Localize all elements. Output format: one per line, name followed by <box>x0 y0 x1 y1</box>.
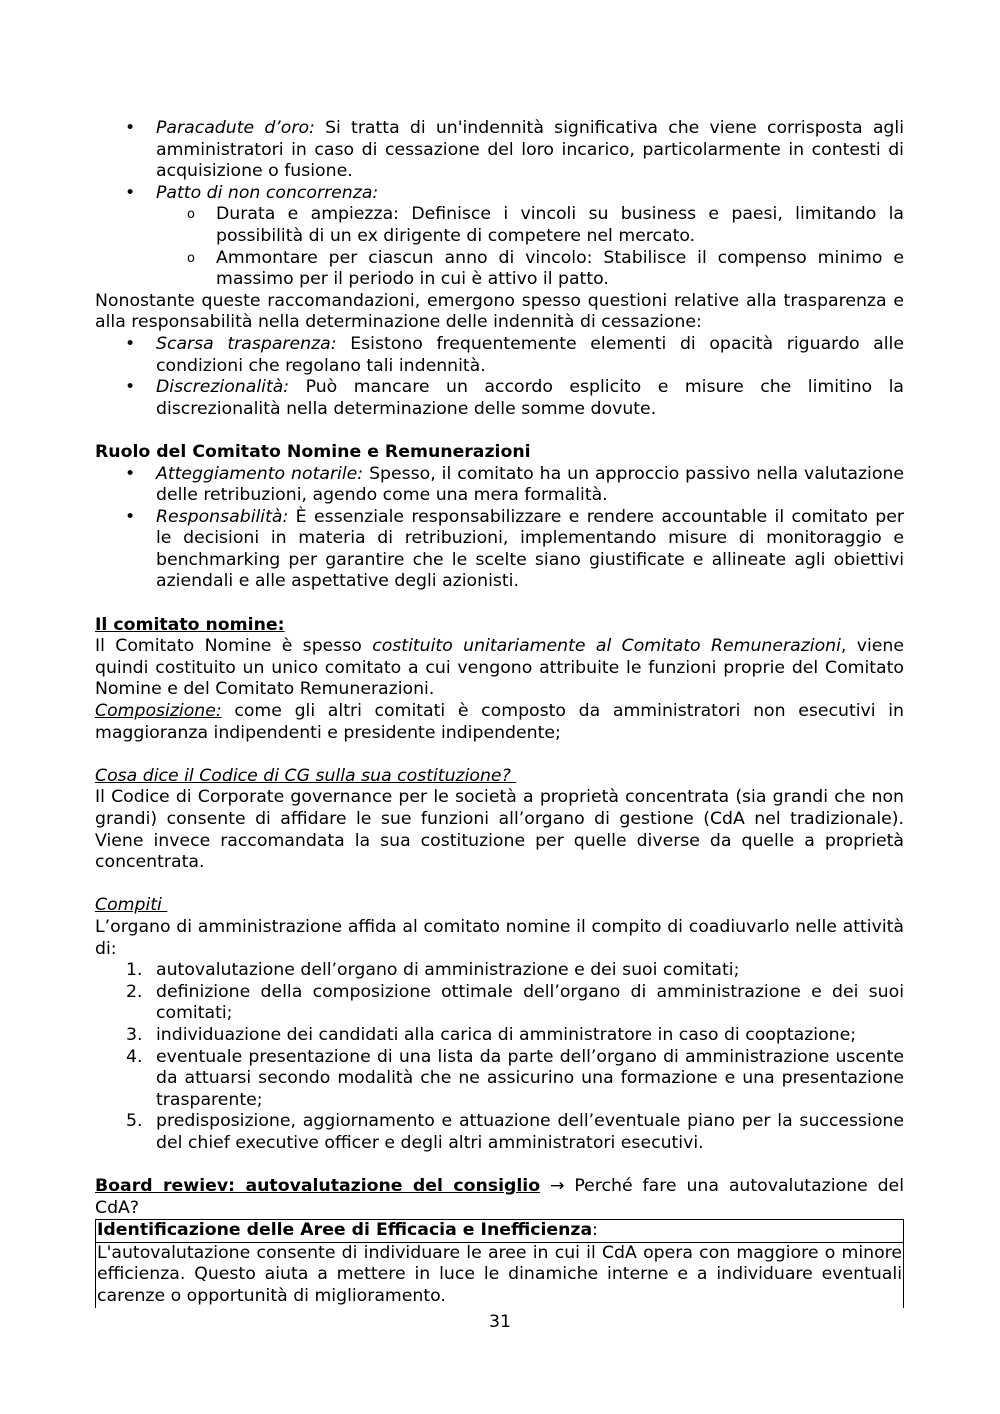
intro-text: , viene quindi costituito un unico comitato a cui vengono attribuite le funzioni proprie del Comitato Nomine e del Comitato Remunerazioni. <box>95 636 905 700</box>
task-text: autovalutazione dell’organo di amministrazione e dei suoi comitati; <box>156 960 740 981</box>
intro-text: Il Comitato Nomine è spesso <box>95 636 373 657</box>
sub-bullet-list <box>95 204 904 290</box>
list-item <box>95 960 904 982</box>
list-item <box>95 248 904 291</box>
list-item <box>95 1025 904 1047</box>
table-header-row <box>96 1220 903 1243</box>
sub-bullet-text: Ammontare per ciascun anno di vincolo: Stabilisce il compenso minimo e massimo per il periodo in cui è attivo il patto. <box>216 247 904 290</box>
list-item <box>95 464 904 507</box>
tasks-list <box>95 960 904 1154</box>
bullet-term: Responsabilità: <box>156 506 289 527</box>
table-header-colon: : <box>592 1220 598 1241</box>
bullet-marker: • <box>125 377 136 398</box>
list-number: 4. <box>126 1046 143 1067</box>
transparency-bullet-list <box>95 334 904 420</box>
tasks-intro: L’organo di amministrazione affida al comitato nomine il compito di coadiuvarlo nelle attività di: <box>95 916 904 959</box>
sub-bullet-marker: o <box>187 250 195 266</box>
tasks-label-text: Compiti <box>95 895 168 916</box>
task-text: individuazione dei candidati alla carica di amministratore in caso di cooptazione; <box>156 1024 857 1045</box>
list-item <box>95 183 904 205</box>
code-paragraph: Il Codice di Corporate governance per le società a proprietà concentrata (sia grandi che non grandi) consente di affidare le sue funzioni all’organo di gestione (CdA nel tradizionale). Viene invece raccomandata la sua costituzione per quelle diverse da quelle a proprietà concentrata. <box>95 787 904 873</box>
nominations-heading: Il comitato nomine: <box>95 614 285 635</box>
code-question <box>95 766 904 788</box>
page-number: 31 <box>489 1312 511 1332</box>
intro-emphasis: costituito unitariamente al Comitato Remunerazioni <box>372 636 841 657</box>
transparency-intro: Nonostante queste raccomandazioni, emergono spesso questioni relative alla trasparenza e alla responsabilità nella determinazione delle indennità di cessazione: <box>95 290 904 333</box>
nominations-intro <box>95 636 904 701</box>
board-review-heading: Board rewiev: autovalutazione del consiglio <box>95 1176 541 1197</box>
list-item <box>95 982 904 1025</box>
bullet-marker: • <box>125 463 136 484</box>
list-item <box>95 1111 904 1154</box>
list-item <box>95 204 904 247</box>
list-item <box>95 334 904 377</box>
list-item <box>95 507 904 593</box>
table-header: Identificazione delle Aree di Efficacia e Inefficienza <box>97 1220 593 1241</box>
task-text: predisposizione, aggiornamento e attuazione dell’eventuale piano per la successione del chief executive officer e degli altri amministratori esecutivi. <box>156 1111 904 1153</box>
bullet-term: Discrezionalità: <box>156 377 290 398</box>
list-number: 2. <box>126 981 143 1002</box>
bullet-text: Può mancare un accordo esplicito e misure che limitino la discrezionalità nella determinazione delle somme dovute. <box>156 377 904 419</box>
list-number: 1. <box>126 960 143 981</box>
tasks-label <box>95 895 904 917</box>
list-item <box>95 1047 904 1112</box>
bullet-marker: • <box>125 333 136 354</box>
bullet-marker: • <box>125 506 136 527</box>
list-item <box>95 118 904 183</box>
bullet-term: Patto di non concorrenza: <box>156 182 379 203</box>
board-review-paragraph <box>95 1176 904 1219</box>
committee-role-list <box>95 464 904 594</box>
task-text: eventuale presentazione di una lista da parte dell’organo di amministrazione uscente da attuarsi secondo modalità che ne assicurino una formazione e una presentazione trasparente; <box>156 1046 904 1110</box>
code-question-text: Cosa dice il Codice di CG sulla sua costituzione? <box>95 765 517 786</box>
sub-bullet-text: Durata e ampiezza: Definisce i vincoli su business e paesi, limitando la possibilità di un ex dirigente di competere nel mercato. <box>216 204 904 246</box>
bullet-term: Scarsa trasparenza: <box>156 333 337 354</box>
document-page <box>95 118 904 1308</box>
table-body-row: L'autovalutazione consente di individuare le aree in cui il CdA opera con maggiore o minore efficienza. Questo aiuta a mettere in luce le dinamiche interne e a individuare eventuali carenze o opportunità di miglioramento. <box>97 1242 902 1307</box>
bullet-text: Esistono frequentemente elementi di opacità riguardo alle condizioni che regolano tali indennità. <box>156 333 904 376</box>
composition-label: Composizione: <box>95 701 222 722</box>
bullet-text: È essenziale responsabilizzare e rendere accountable il comitato per le decisioni in materia di retribuzioni, implementando misure di monitoraggio e benchmarking per garantire che le scelte siano giustificate e allineate agli obiettivi aziendali e alle aspettative degli azionisti. <box>156 506 904 592</box>
bullet-marker: • <box>125 118 136 138</box>
arrow-icon: → <box>540 1176 575 1197</box>
composition-text: come gli altri comitati è composto da amministratori non esecutivi in maggioranza indipendenti e presidente indipendente; <box>95 701 904 743</box>
composition-paragraph <box>95 701 904 744</box>
top-bullet-list <box>95 118 904 204</box>
list-item <box>95 377 904 420</box>
list-number: 5. <box>126 1111 143 1132</box>
bullet-term: Atteggiamento notarile: <box>156 463 364 484</box>
sub-bullet-marker: o <box>187 207 195 223</box>
board-review-question: Perché fare una autovalutazione del CdA? <box>95 1176 904 1218</box>
committee-role-heading: Ruolo del Comitato Nomine e Remunerazioni <box>95 441 531 462</box>
bullet-text: Si tratta di un'indennità significativa che viene corrisposta agli amministratori in caso di cessazione del loro incarico, particolarmente in contesti di acquisizione o fusione. <box>156 118 905 182</box>
bullet-text: Spesso, il comitato ha un approccio passivo nella valutazione delle retribuzioni, agendo come una mera formalità. <box>156 463 904 506</box>
task-text: definizione della composizione ottimale dell’organo di amministrazione e dei suoi comitati; <box>156 981 904 1024</box>
list-number: 3. <box>126 1024 143 1045</box>
efficacy-table <box>95 1219 904 1307</box>
bullet-term: Paracadute d’oro: <box>156 118 315 138</box>
bullet-marker: • <box>125 182 136 203</box>
